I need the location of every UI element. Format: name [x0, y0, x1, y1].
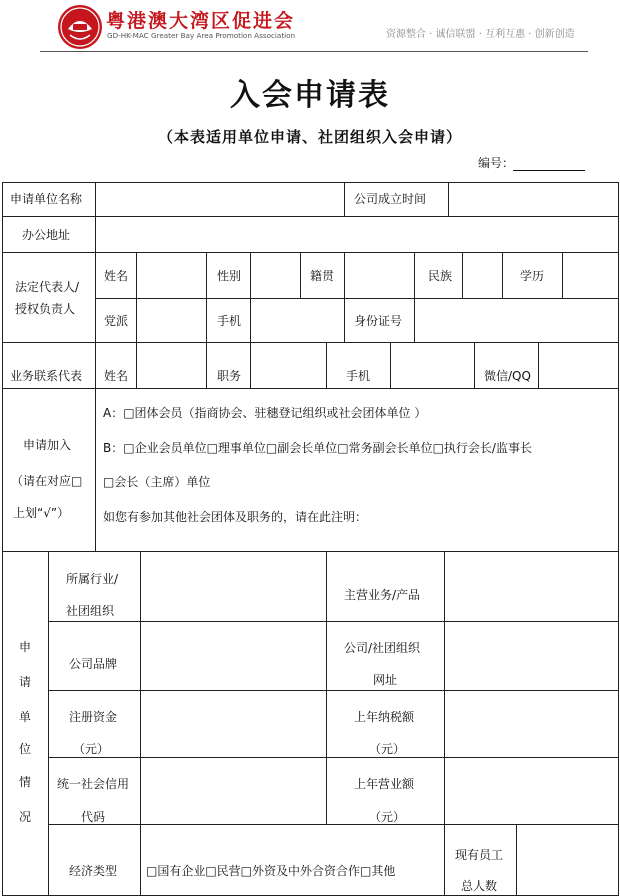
- econ-type-label: 经济类型: [69, 864, 118, 878]
- gender-label: 性别: [217, 269, 242, 283]
- legal-rep-mobile-label: 手机: [217, 314, 242, 328]
- unit-info-char-6: 况: [19, 810, 32, 824]
- page-subtitle: （本表适用单位申请、社团组织入会申请）: [157, 128, 462, 146]
- native-place-label: 籍贯: [310, 269, 335, 283]
- contact-mobile-label: 手机: [346, 369, 371, 383]
- serial-number-label: 编号：: [478, 156, 515, 170]
- contact-position-label: 职务: [217, 369, 242, 383]
- capital-label-line1: 注册资金: [69, 710, 118, 724]
- legal-rep-label-line2: 授权负责人: [15, 302, 76, 316]
- unit-info-char-5: 情: [19, 775, 32, 789]
- education-label: 学历: [520, 269, 545, 283]
- org-name-en: GD-HK-MAC Greater Bay Area Promotion Association: [107, 31, 296, 40]
- tax-label-line2: （元）: [369, 742, 406, 756]
- serial-number-field[interactable]: [513, 170, 585, 171]
- legal-rep-label-line1: 法定代表人/: [15, 280, 80, 294]
- option-b-president-unit[interactable]: □会长（主席）单位: [103, 475, 211, 489]
- main-business-label: 主营业务/产品: [344, 588, 421, 602]
- apply-join-label: 申请加入: [23, 438, 72, 452]
- unit-info-char-1: 申: [19, 640, 32, 654]
- apply-hint-line1: （请在对应□: [11, 474, 83, 488]
- contact-name-label: 姓名: [104, 369, 129, 383]
- website-label-line2: 网址: [373, 673, 398, 687]
- page-title: 入会申请表: [230, 78, 390, 113]
- wechat-qq-label: 微信/QQ: [484, 369, 531, 383]
- ethnicity-label: 民族: [428, 269, 453, 283]
- office-address-label: 办公地址: [22, 228, 71, 242]
- letterhead: [0, 0, 620, 60]
- org-name-cn: 粤港澳大湾区促进会: [106, 10, 296, 32]
- industry-label-line2: 社团组织: [66, 604, 115, 618]
- header-divider: [40, 51, 588, 52]
- option-b-enterprise-member[interactable]: B：□企业会员单位□理事单位□副会长单位□常务副会长单位□执行会长/监事长: [103, 441, 532, 455]
- party-label: 党派: [104, 314, 129, 328]
- industry-label-line1: 所属行业/: [66, 572, 119, 586]
- website-label-line1: 公司/社团组织: [344, 641, 421, 655]
- unit-info-char-4: 位: [19, 742, 32, 756]
- credit-code-label-line2: 代码: [81, 810, 106, 824]
- id-number-label: 身份证号: [354, 314, 403, 328]
- econ-type-options[interactable]: □国有企业□民营□外资及中外合资合作□其他: [146, 864, 396, 878]
- founded-time-label: 公司成立时间: [354, 192, 427, 206]
- unit-info-char-2: 请: [19, 675, 32, 689]
- credit-code-label-line1: 统一社会信用: [57, 777, 130, 791]
- revenue-label-line2: （元）: [369, 810, 406, 824]
- legal-rep-name-label: 姓名: [104, 269, 129, 283]
- other-orgs-note: 如您有参加其他社会团体及职务的，请在此注明：: [103, 510, 368, 524]
- business-contact-label: 业务联系代表: [10, 369, 83, 383]
- slogan: 资源整合 · 诚信联盟 · 互利互惠 · 创新创造: [386, 29, 575, 40]
- brand-label: 公司品牌: [69, 657, 118, 671]
- apply-hint-line2: 上划“√”）: [13, 506, 70, 520]
- staff-label-line2: 总人数: [461, 879, 498, 893]
- association-seal-icon: [58, 5, 102, 49]
- revenue-label-line1: 上年营业额: [354, 777, 415, 791]
- tax-label-line1: 上年纳税额: [354, 710, 415, 724]
- applicant-name-label: 申请单位名称: [10, 192, 83, 206]
- capital-label-line2: （元）: [73, 742, 110, 756]
- unit-info-char-3: 单: [19, 710, 32, 724]
- staff-label-line1: 现有员工: [455, 848, 504, 862]
- option-a-group-member[interactable]: A：□团体会员（指商协会、驻穗登记组织或社会团体单位 ）: [103, 406, 427, 420]
